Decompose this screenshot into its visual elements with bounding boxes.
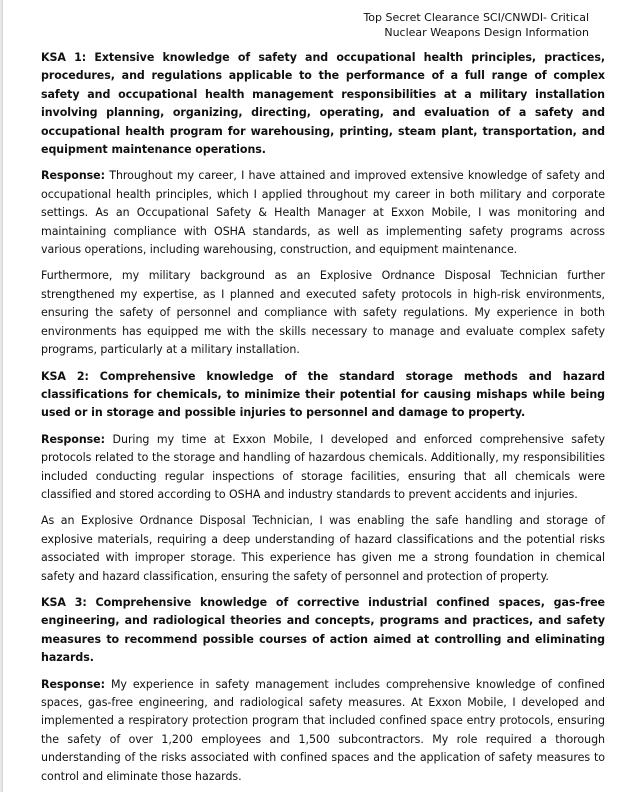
ksa-3-response-text: My experience in safety management includes comprehensive knowledge of confined spaces, gas-free engineering, and radiological safety measures. At Exxon Mobile, I developed and implemented a respiratory protection program that included confined space entry protocols, ensuring the safety of over 1,200 employees and 1,500 subcontractors. My role required a thorough understanding of the risks associated with confined spaces and the application of safety measures to control and eliminate those hazards.	[41, 677, 605, 783]
response-label: Response:	[41, 169, 105, 183]
ksa-1-followup: Furthermore, my military background as an Explosive Ordnance Disposal Technician further strengthened my expertise, as I planned and executed safety protocols in high-risk environments, ensuring the safety of personnel and compliance with safety regulations. My experience in both environments has equipped me with the skills necessary to manage and evaluate complex safety programs, particularly at a military installation.	[41, 269, 605, 357]
header-line-1: Top Secret Clearance SCI/CNWDI- Critical	[363, 11, 589, 24]
classification-header	[363, 10, 589, 40]
ksa-3-response	[41, 676, 605, 786]
ksa-1-response-text: Throughout my career, I have attained and improved extensive knowledge of safety and occupational health principles, which I applied throughout my career in both military and corporate settings. As an Occupational Safety & Health Manager at Exxon Mobile, I was monitoring and maintaining compliance with OSHA standards, as well as implementing safety programs across various operations, including warehousing, construction, and equipment maintenance.	[41, 169, 605, 257]
ksa-1-response	[41, 167, 605, 259]
ksa-2-title: KSA 2: Comprehensive knowledge of the standard storage methods and hazard classifications for chemicals, to minimize their potential for causing mishaps while being used or in storage and possible injuries to personnel and damage to property.	[41, 369, 605, 420]
header-line-2: Nuclear Weapons Design Information	[384, 26, 589, 39]
document-page	[3, 0, 643, 792]
ksa-2-response	[41, 431, 605, 505]
response-label: Response:	[41, 432, 105, 446]
ksa-2-followup: As an Explosive Ordnance Disposal Technician, I was enabling the safe handling and storage of explosive materials, requiring a deep understanding of hazard classifications and the potential risks associated with improper storage. This experience has given me a strong foundation in chemical safety and hazard classification, ensuring the safety of personnel and protection of property.	[41, 514, 605, 583]
document-body	[41, 49, 605, 792]
response-label: Response:	[41, 677, 105, 691]
ksa-1-title: KSA 1: Extensive knowledge of safety and occupational health principles, practices, procedures, and regulations applicable to the performance of a full range of complex safety and occupational health management responsibilities at a military installation involving planning, organizing, directing, operating, and evaluation of a safety and occupational health program for warehousing, printing, steam plant, transportation, and equipment maintenance operations.	[41, 51, 605, 157]
ksa-3-title: KSA 3: Comprehensive knowledge of corrective industrial confined spaces, gas-free engineering, and radiological theories and concepts, programs and practices, and safety measures to recommend possible courses of action aimed at controlling and eliminating hazards.	[41, 595, 605, 665]
ksa-2-response-text: During my time at Exxon Mobile, I developed and enforced comprehensive safety protocols related to the storage and handling of hazardous chemicals. Additionally, my responsibilities included conducting regular inspections of storage facilities, ensuring that all chemicals were classified and stored according to OSHA and industry standards to prevent accidents and injuries.	[41, 432, 606, 501]
